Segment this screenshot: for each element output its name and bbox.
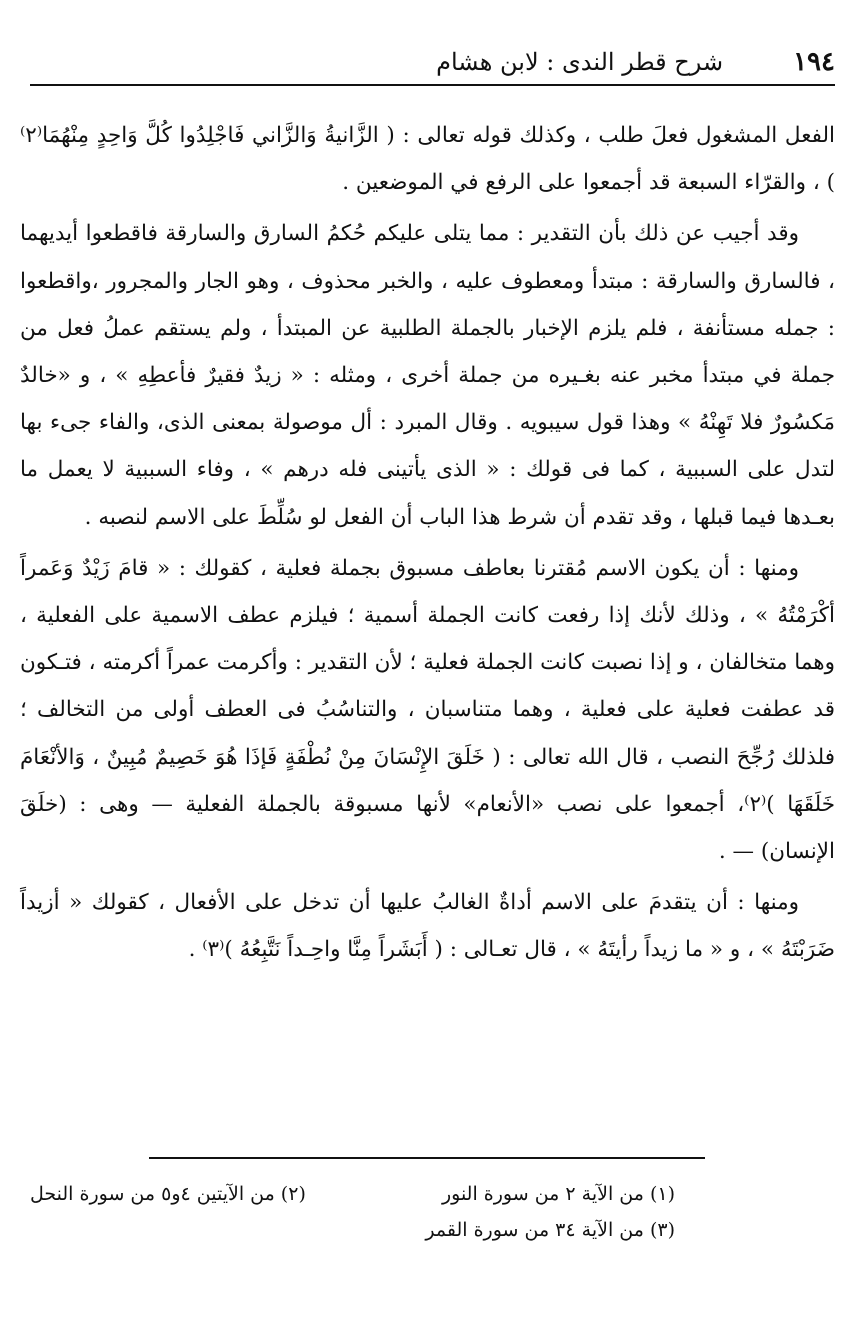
paragraph: الفعل المشغول فعلَ طلب ، وكذلك قوله تعالى : ( الزَّانيةُ وَالزَّاني فَاجْلِدُوا كُلَّ وَاحِدٍ مِنْهُمَا⁽٢⁾ ) ، والقرّاء السبعة قد أجمعوا على الرفع في الموضعين .: [20, 123, 835, 196]
footnotes: [30, 1176, 675, 1248]
footnote-3: (٣) من الآية ٣٤ من سورة القمر: [425, 1219, 675, 1241]
footnote-divider: [149, 1157, 705, 1159]
paragraph: وقد أجيب عن ذلك بأن التقدير : مما يتلى عليكم حُكمُ السارق والسارقة فاقطعوا أيديهما ، فالسارق والسارقة : مبتدأ ومعطوف عليه ، والخبر محذوف ، وهو الجار والمجرور ،واقطعوا : جمله مستأنفة ، فلم يلزم الإخبار بالجملة الطلبية عن المبتدأ ، ولم يستقم عملُ فعل من جملة في مبتدأ مخبر عنه بغـيره من جملة أخرى ، ومثله : « زيدٌ فقيرٌ فأعطِهِ » ، و «خالدٌ مَكسُورٌ فلا تَهِنْهُ » وهذا قول سيبويه . وقال المبرد : أل موصولة بمعنى الذى، والفاء جىء بها لتدل على السببية ، كما فى قولك : « الذى يأتينى فله درهم » ، وفاء السببية لا يعمل ما بعـدها فيما قبلها ، وقد تقدم أن شرط هذا الباب أن الفعل لو سُلِّطَ على الاسم لنصبه .: [20, 221, 835, 530]
body-text: [20, 112, 835, 978]
paragraph: ومنها : أن يكون الاسم مُقترنا بعاطف مسبوق بجملة فعلية ، كقولك : « قامَ زَيْدٌ وَعَمراً أكْرَمْتُهُ » ، وذلك لأنك إذا رفعت كانت الجملة أسمية ؛ فيلزم عطف الاسمية على الفعلية ، وهما متخالفان ، و إذا نصبت كانت الجملة فعلية ؛ لأن التقدير : وأكرمت عمراً أكرمته ، فتـكون قد عطفت فعلية على فعلية ، وهما متناسبان ، والتناسُبُ فى العطف أولى من التخالف ؛ فلذلك رُجِّحَ النصب ، قال الله تعالى : ( خَلَقَ الإِنْسَانَ مِنْ نُطْفَةٍ فَإذَا هُوَ خَصِيمٌ مُبِينٌ ، وَالأنْعَامَ خَلَقَهَا )⁽٢⁾، أجمعوا على نصب «الأنعام» لأنها مسبوقة بالجملة الفعلية — وهى : (خلَقَ الإنسان) — .: [20, 555, 836, 865]
page-number: ١٩٤: [793, 47, 835, 77]
paragraph: ومنها : أن يتقدمَ على الاسم أداةٌ الغالبُ عليها أن تدخل على الأفعال ، كقولك « أزيداً ضَرَبْتَهُ » ، و « ما زيداً رأيتَهُ » ، قال تعـالى : ( أَبَشَراً مِنَّا واحِـداً نَتَّبِعُهُ )⁽٣⁾ .: [20, 890, 835, 963]
running-title: شرح قطر الندى : لابن هشام: [436, 48, 724, 76]
footnote-1: (١) من الآية ٢ من سورة النور: [441, 1183, 675, 1205]
page-header: [30, 40, 835, 86]
footnote-row: [30, 1212, 675, 1248]
footnote-2: (٢) من الآيتين ٤و٥ من سورة النحل: [30, 1183, 306, 1205]
footnote-row: [30, 1176, 675, 1212]
